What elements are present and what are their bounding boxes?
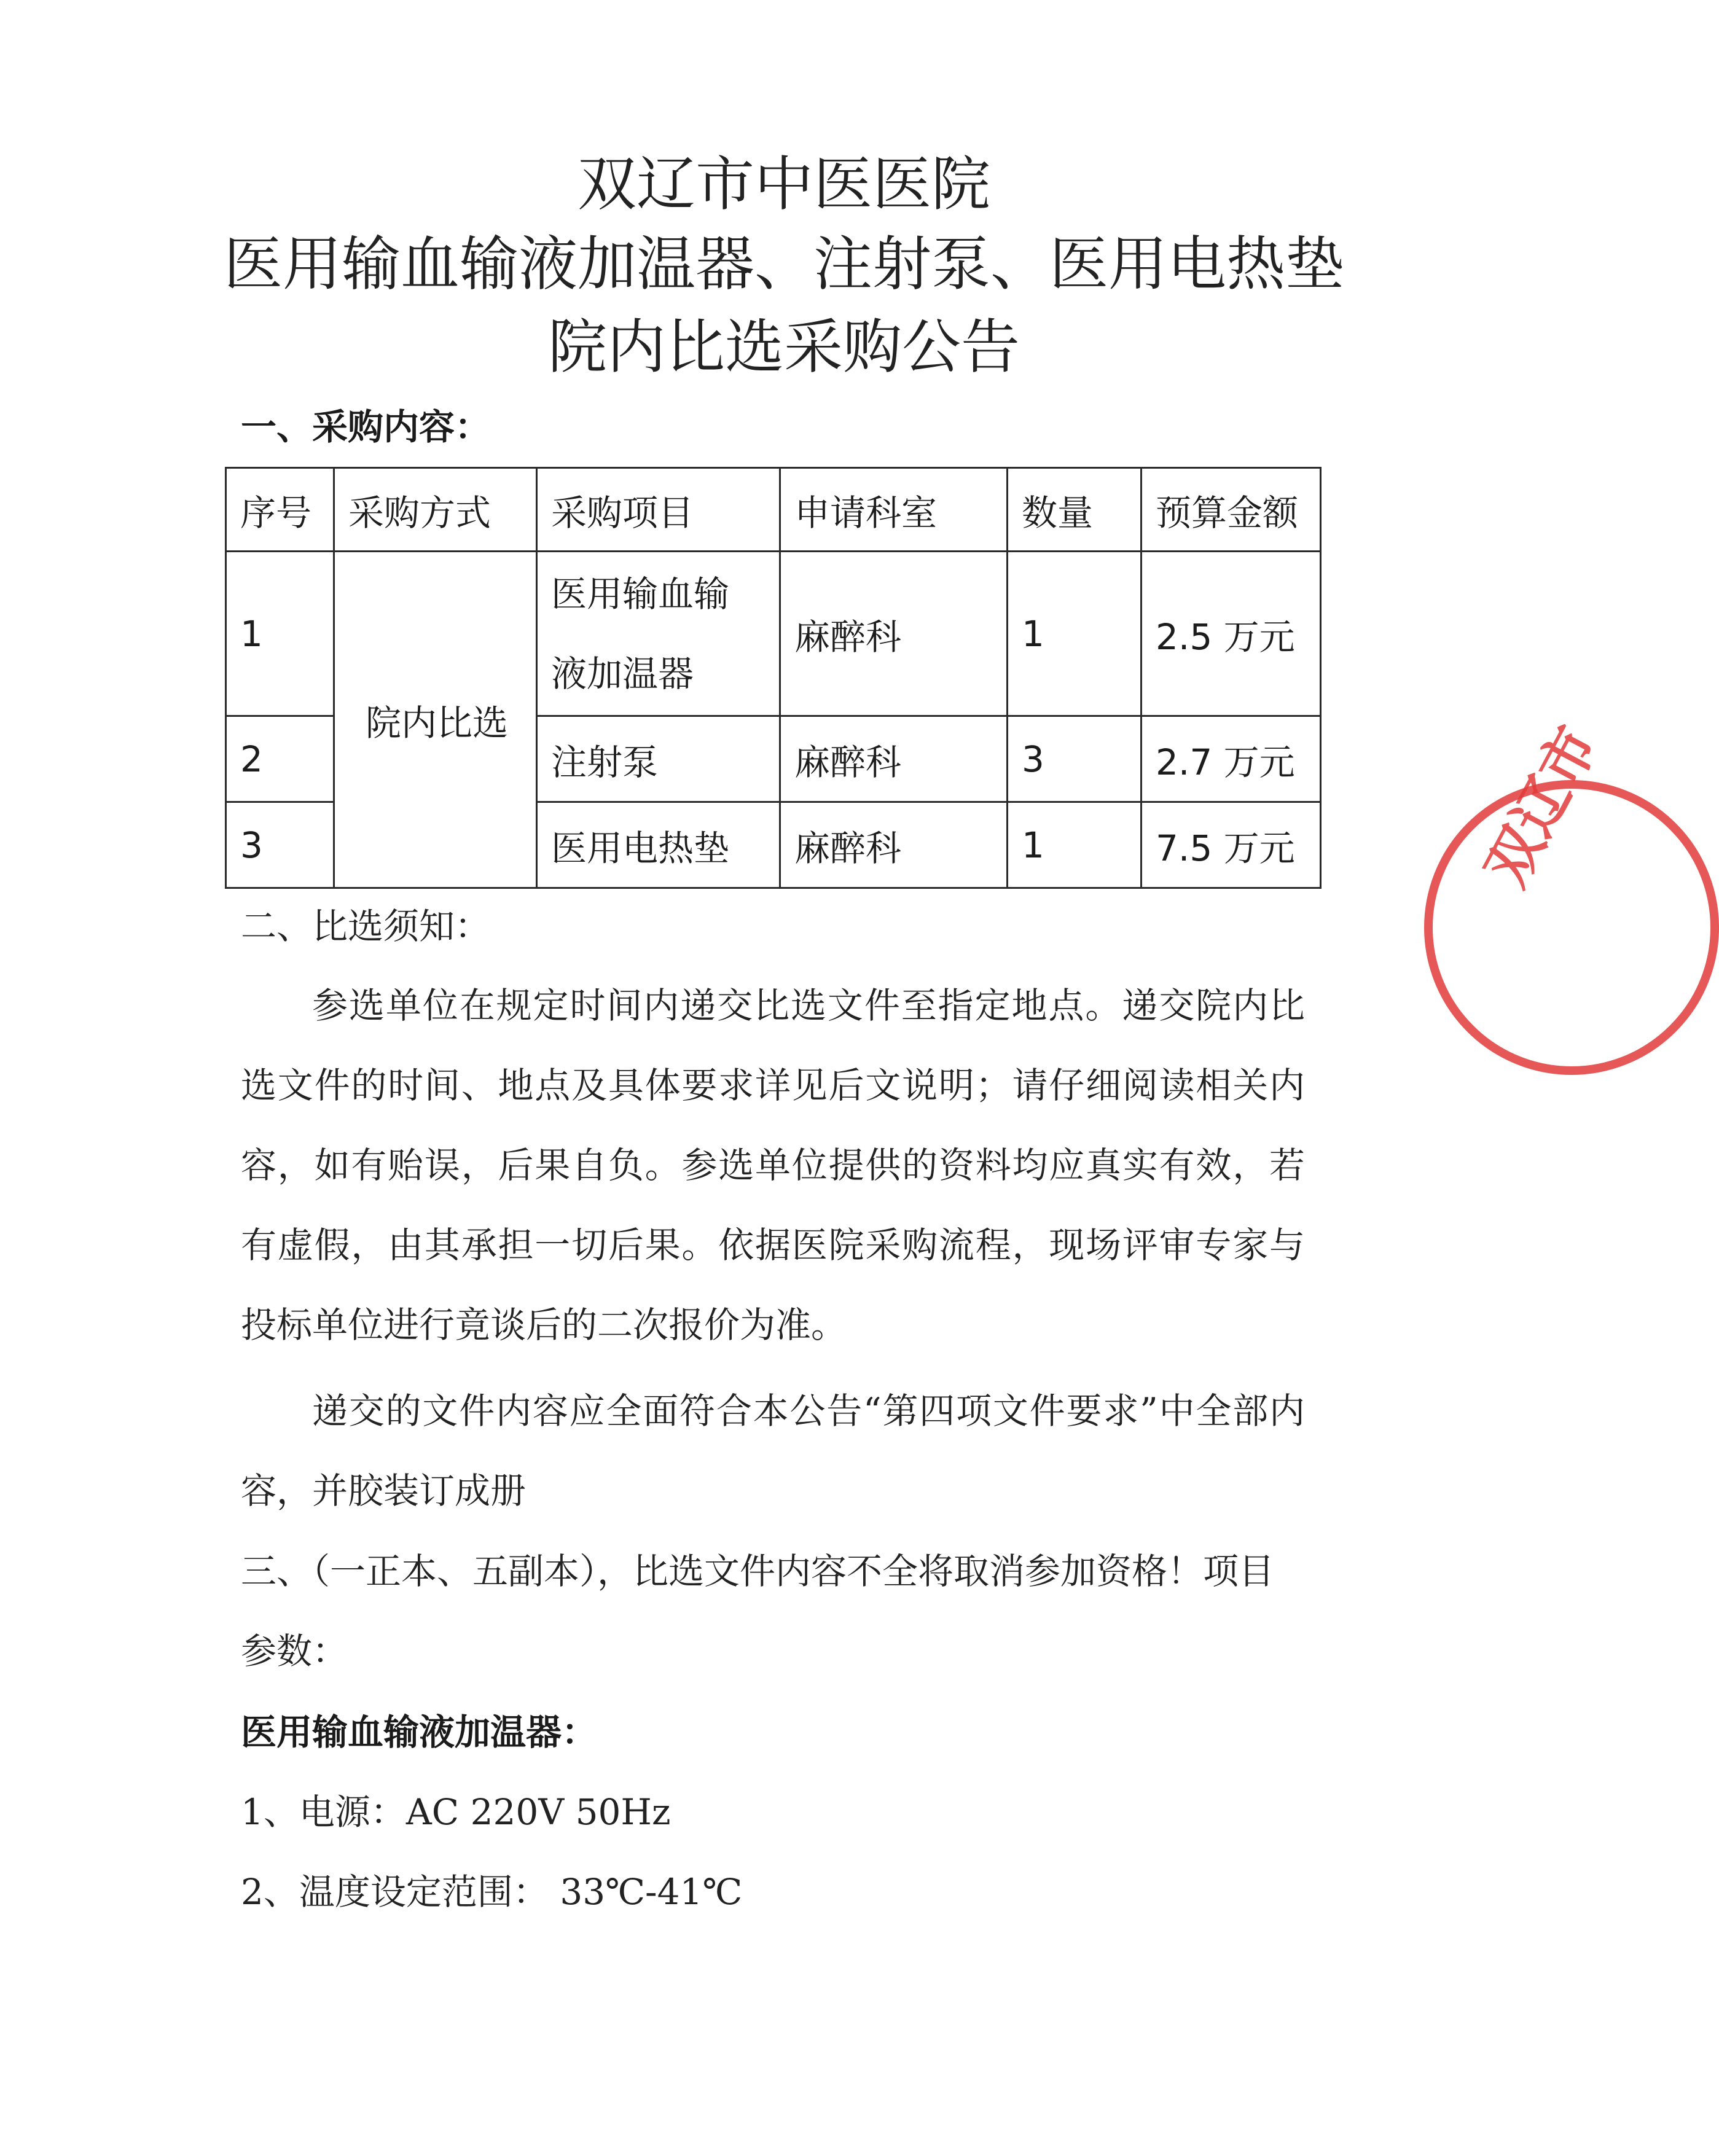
official-seal-text: 双辽市 (1473, 716, 1611, 897)
document-title-items: 医用输血输液加温器、注射泵、医用电热垫 (224, 230, 1344, 299)
item-name-line: 液加温器 (551, 652, 694, 695)
row-number: 2 (226, 716, 334, 802)
section-1-heading: 一、采购内容： (241, 406, 491, 448)
item-name-line: 医用输血输 (551, 572, 730, 615)
budget: 7.5 万元 (1141, 802, 1321, 888)
document-title-notice: 院内比选采购公告 (548, 313, 1020, 381)
department: 麻醉科 (780, 552, 1008, 716)
procurement-table (225, 467, 1322, 889)
params-heading: 医用输血输液加温器： (241, 1711, 598, 1753)
procurement-method: 院内比选 (334, 552, 537, 888)
section-3-line-1: 三、（一正本、五副本），比选文件内容不全将取消参加资格！项目 (241, 1550, 1275, 1592)
param-item-temperature: 2、温度设定范围： 33℃-41℃ (241, 1871, 743, 1913)
notice-paragraph-1: 参选单位在规定时间内递交比选文件至指定地点。递交院内比选文件的时间、地点及具体要求详见后文说明；请仔细阅读相关内容，如有贻误，后果自负。参选单位提供的资料均应真实有效，若有虚假，由其承担一切后果。依据医院采购流程，现场评审专家与投标单位进行竟谈后的二次报价为准。 (241, 985, 1305, 1346)
row-number: 3 (226, 802, 334, 888)
item-name: 注射泵 (537, 716, 780, 802)
row-number: 1 (226, 552, 334, 716)
table-header-cell: 采购项目 (537, 468, 780, 552)
table-header-cell: 预算金额 (1141, 468, 1321, 552)
item-name: 医用电热垫 (537, 802, 780, 888)
section-2-heading: 二、比选须知： (241, 905, 491, 947)
table-header-row (226, 468, 1321, 552)
table-header-cell: 数量 (1008, 468, 1141, 552)
document-title-hospital: 双辽市中医医院 (578, 150, 990, 219)
department: 麻醉科 (780, 802, 1008, 888)
department: 麻醉科 (780, 716, 1008, 802)
notice-paragraph-2: 递交的文件内容应全面符合本公告“第四项文件要求”中全部内容，并胶装订成册 (241, 1390, 1305, 1512)
table-header-cell: 申请科室 (780, 468, 1008, 552)
quantity: 1 (1008, 802, 1141, 888)
table-row (226, 552, 1321, 716)
table-header-cell: 序号 (226, 468, 334, 552)
quantity: 1 (1008, 552, 1141, 716)
item-name (537, 552, 780, 716)
table-header-cell: 采购方式 (334, 468, 537, 552)
section-3-line-2: 参数： (241, 1630, 348, 1672)
budget: 2.7 万元 (1141, 716, 1321, 802)
budget: 2.5 万元 (1141, 552, 1321, 716)
param-item-power: 1、电源：AC 220V 50Hz (241, 1791, 671, 1833)
quantity: 3 (1008, 716, 1141, 802)
